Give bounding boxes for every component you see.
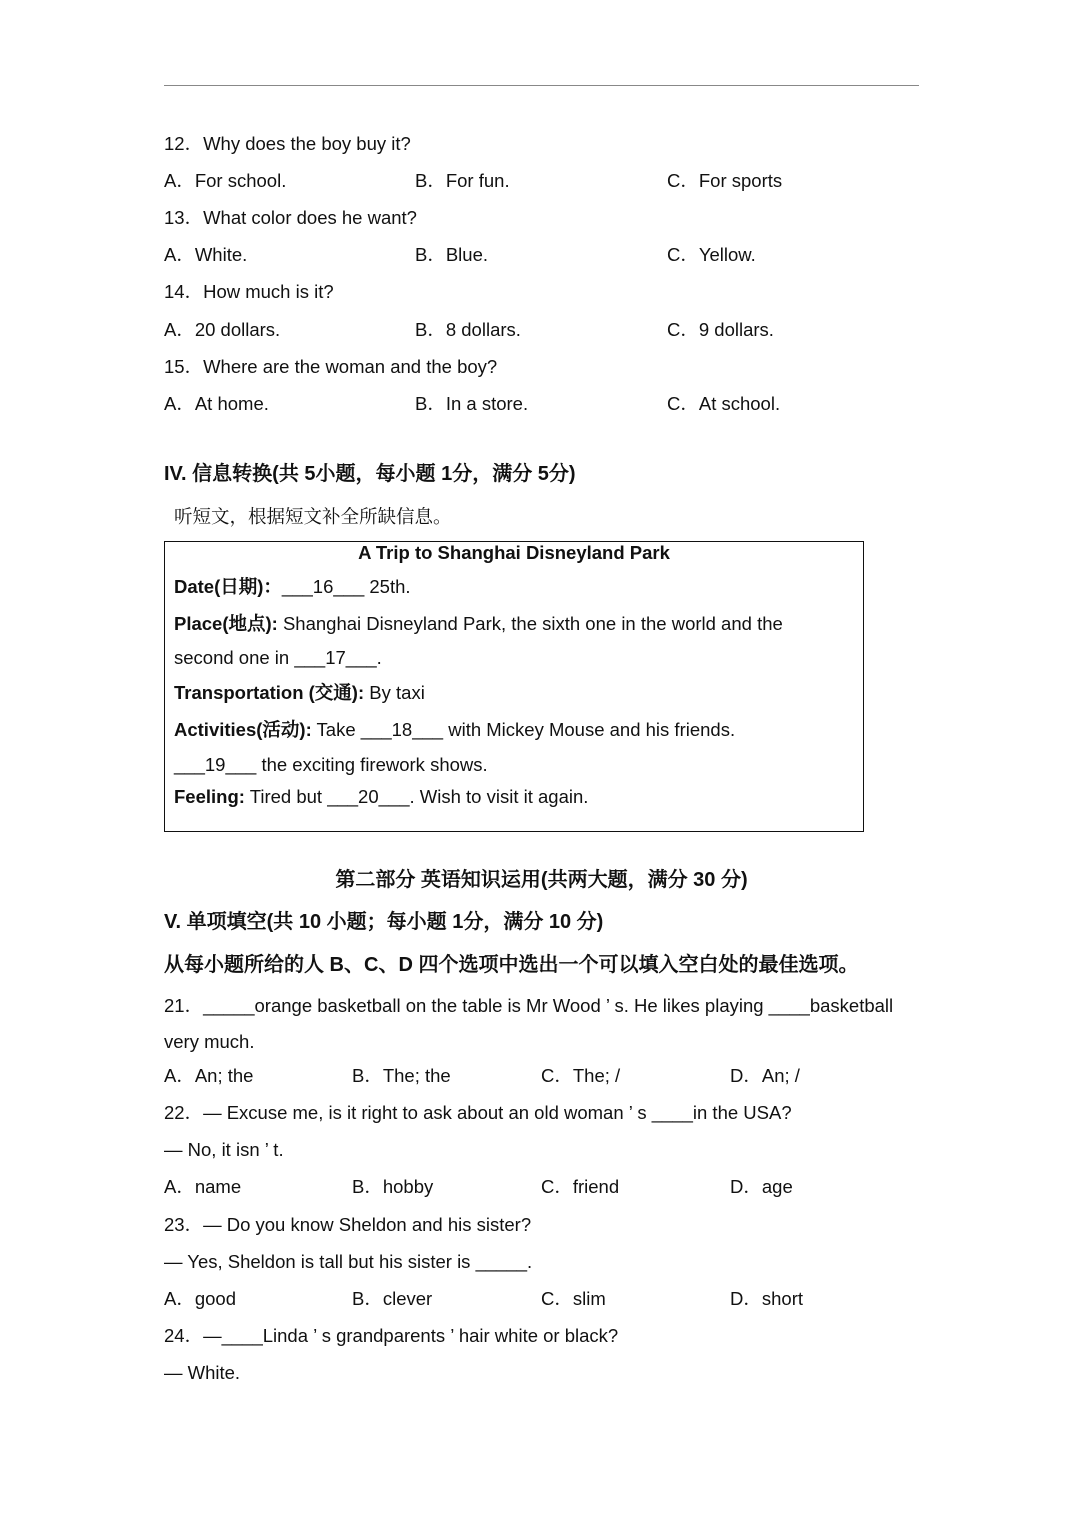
section-4-instruction: 听短文，根据短文补全所缺信息。 [174,506,452,527]
blank-18: ___18___ [360,719,444,740]
activities-text: Take [311,719,361,740]
q12-option-c: C．For sports [667,170,783,191]
q21-option-c: C．The; / [541,1065,621,1086]
transport-label: Transportation (交通): [174,682,365,703]
activities-label: Activities(活动): [174,719,312,740]
blank-16: ___16___ [281,576,365,597]
q22-option-d: D．age [730,1176,793,1197]
place-text: Shanghai Disneyland Park, the sixth one in the world and the [277,613,783,634]
q14-option-a: A．20 dollars. [164,319,281,340]
q13-option-c: C．Yellow. [667,244,756,265]
q15-option-b: B．In a store. [415,393,529,414]
header-rule [164,85,919,86]
q14-option-c: C．9 dollars. [667,319,774,340]
place-line-2 [174,646,382,670]
q21-option-d: D．An; / [730,1065,800,1086]
q21-option-a: A．An; the [164,1065,254,1086]
activities-rest: with Mickey Mouse and his friends. [443,719,736,740]
q23-option-a: A．good [164,1288,236,1309]
q23-stem: 23．— Do you know Sheldon and his sister? [164,1214,532,1235]
feeling-rest: . Wish to visit it again. [409,786,589,807]
q24-stem: 24．—____Linda ’ s grandparents ’ hair white or black? [164,1325,619,1346]
activities-line [174,718,735,742]
q13-stem: 13．What color does he want? [164,207,417,228]
transport-line [174,681,425,705]
date-label: Date(日期)： [174,576,282,597]
q23-option-c: C．slim [541,1288,606,1309]
q15-option-a: A．At home. [164,393,269,414]
q23-option-b: B．clever [352,1288,433,1309]
q12-option-b: B．For fun. [415,170,510,191]
line-19 [174,753,488,777]
place-end: . [376,647,382,668]
q24-stem-2: — White. [164,1362,241,1383]
blank-20: ___20___ [327,786,410,807]
q22-stem: 22．— Excuse me, is it right to ask about an old woman ’ s ____in the USA? [164,1102,792,1123]
q12-stem: 12．Why does the boy buy it? [164,133,411,154]
line-19-rest: the exciting firework shows. [256,754,488,775]
q13-option-a: A．White. [164,244,248,265]
part-2-heading: 第二部分 英语知识运用(共两大题，满分 30 分) [335,869,748,891]
date-rest: 25th. [364,576,411,597]
q22-option-c: C．friend [541,1176,620,1197]
q14-stem: 14．How much is it? [164,281,334,302]
q15-stem: 15．Where are the woman and the boy? [164,356,498,377]
feeling-text: Tired but [244,786,328,807]
q21-stem-2: very much. [164,1031,255,1052]
info-box-title: A Trip to Shanghai Disneyland Park [358,542,670,563]
q21-stem: 21．_____orange basketball on the table is Mr Wood ’ s. He likes playing ____basketball [164,995,894,1016]
q22-option-b: B．hobby [352,1176,434,1197]
q23-option-d: D．short [730,1288,803,1309]
info-box [164,541,864,832]
transport-text: By taxi [364,682,425,703]
q13-option-b: B．Blue. [415,244,489,265]
date-line [174,575,411,599]
q12-option-a: A．For school. [164,170,287,191]
q23-stem-2: — Yes, Sheldon is tall but his sister is _____. [164,1251,533,1272]
blank-17: ___17___ [294,647,377,668]
place-text-2: second one in [174,647,295,668]
section-5-instruction: 从每小题所给的人 B、C、D 四个选项中选出一个可以填入空白处的最佳选项。 [164,954,859,976]
section-5-heading: V. 单项填空(共 10 小题；每小题 1分，满分 10 分) [164,911,604,933]
q21-option-b: B．The; the [352,1065,451,1086]
q22-option-a: A．name [164,1176,242,1197]
place-label: Place(地点): [174,613,278,634]
blank-19: ___19___ [174,754,257,775]
q14-option-b: B．8 dollars. [415,319,521,340]
place-line [174,612,783,636]
feeling-line [174,785,588,809]
feeling-label: Feeling: [174,786,245,807]
q22-stem-2: — No, it isn ’ t. [164,1139,284,1160]
section-4-heading: IV. 信息转换(共 5小题，每小题 1分，满分 5分) [164,463,576,485]
q15-option-c: C．At school. [667,393,781,414]
